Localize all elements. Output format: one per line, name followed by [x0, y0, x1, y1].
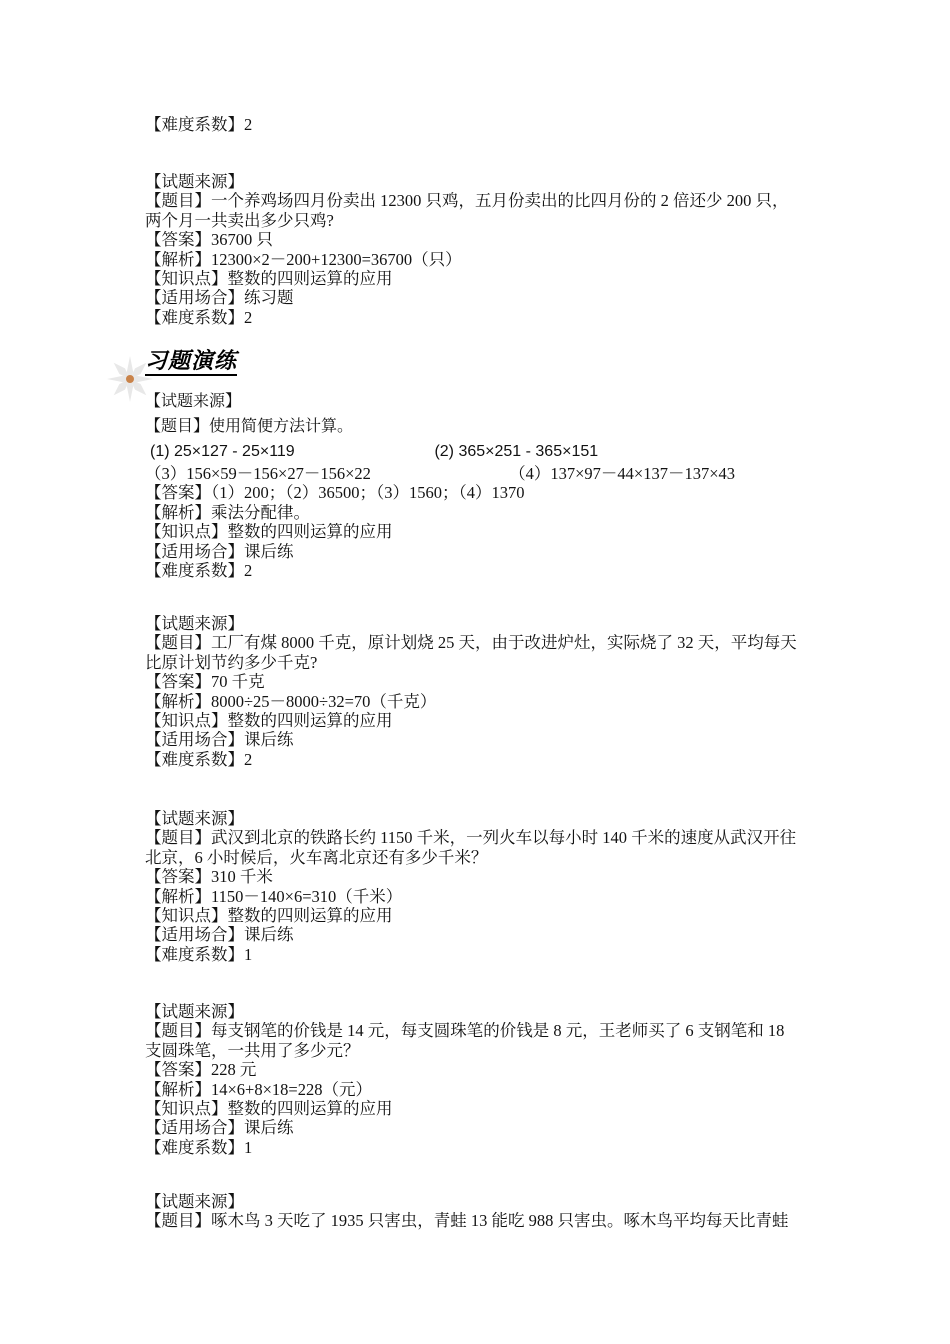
- answer-line: 【答案】（1）200；（2）36500；（3）1560；（4）1370: [145, 483, 525, 503]
- problem-1: [145, 172, 835, 327]
- analysis-line: 【解析】1150－140×6=310（千米）: [145, 886, 403, 906]
- equation-row: [145, 439, 835, 464]
- source-label-line: 【试题来源】: [145, 614, 244, 633]
- analysis-line: 【解析】8000÷25－8000÷32=70（千克）: [145, 691, 437, 711]
- intro-fragment: [145, 115, 835, 134]
- question-line: 【题目】每支钢笔的价钱是 14 元，每支圆珠笔的价钱是 8 元，王老师买了 6 支钢笔和 18: [145, 1021, 785, 1041]
- question-line: 支圆珠笔，一共用了多少元？: [145, 1040, 360, 1060]
- problem-5: [145, 1002, 835, 1157]
- question-line: 北京，6 小时候后，火车离北京还有多少千米？: [145, 847, 488, 867]
- equation-row: [145, 464, 835, 483]
- difficulty-line: 【难度系数】2: [145, 561, 253, 581]
- usage-line: 【适用场合】课后练: [145, 925, 294, 945]
- source-label-line: 【试题来源】: [145, 1192, 244, 1211]
- problem-3: [145, 614, 835, 769]
- question-line: 【题目】武汉到北京的铁路长约 1150 千米，一列火车以每小时 140 千米的速度从武汉开往: [145, 828, 797, 848]
- equation-4: （4）137×97－44×137－137×43: [509, 464, 736, 483]
- question-line: 两个月一共卖出多少只鸡?: [145, 210, 334, 230]
- answer-line: 【答案】310 千米: [145, 867, 273, 887]
- source-label-line: 【试题来源】: [145, 172, 244, 191]
- usage-line: 【适用场合】练习题: [145, 288, 294, 308]
- difficulty-line: 【难度系数】1: [145, 944, 253, 964]
- source-label-line: 【试题来源】: [145, 809, 244, 828]
- analysis-line: 【解析】12300×2－200+12300=36700（只）: [145, 249, 462, 269]
- usage-line: 【适用场合】课后练: [145, 1118, 294, 1138]
- section-heading: [145, 349, 237, 379]
- difficulty-line: 【难度系数】2: [145, 115, 253, 134]
- usage-line: 【适用场合】课后练: [145, 541, 294, 561]
- equation-2: (2) 365×251 - 365×151: [434, 443, 599, 460]
- difficulty-line: 【难度系数】2: [145, 749, 253, 769]
- question-line: 比原计划节约多少千克?: [145, 652, 318, 672]
- problem-2: [145, 389, 835, 580]
- answer-line: 【答案】228 元: [145, 1060, 257, 1080]
- answer-line: 【答案】36700 只: [145, 230, 273, 250]
- problem-4: [145, 809, 835, 964]
- analysis-line: 【解析】14×6+8×18=228（元）: [145, 1079, 372, 1099]
- knowledge-point-line: 【知识点】整数的四则运算的应用: [145, 269, 393, 289]
- answer-line: 【答案】70 千克: [145, 672, 265, 692]
- question-line: 【题目】啄木鸟 3 天吃了 1935 只害虫，青蛙 13 能吃 988 只害虫。啄木鸟平均每天比青蛙: [145, 1211, 789, 1231]
- equation-1: (1) 25×127 - 25×119: [150, 443, 295, 460]
- source-label-line: 【试题来源】: [145, 393, 242, 410]
- knowledge-point-line: 【知识点】整数的四则运算的应用: [145, 522, 393, 542]
- section-heading-title: 习题演练: [145, 349, 237, 376]
- knowledge-point-line: 【知识点】整数的四则运算的应用: [145, 906, 393, 926]
- knowledge-point-line: 【知识点】整数的四则运算的应用: [145, 711, 393, 731]
- difficulty-line: 【难度系数】2: [145, 307, 253, 327]
- question-line: 【题目】工厂有煤 8000 千克，原计划烧 25 天，由于改进炉灶，实际烧了 32 天，平均每天: [145, 633, 797, 653]
- knowledge-point-line: 【知识点】整数的四则运算的应用: [145, 1099, 393, 1119]
- source-label-line: 【试题来源】: [145, 1002, 244, 1021]
- equation-3: （3）156×59－156×27－156×22: [145, 464, 371, 483]
- analysis-line: 【解析】乘法分配律。: [145, 502, 310, 522]
- question-line: 【题目】使用简便方法计算。: [145, 418, 354, 435]
- usage-line: 【适用场合】课后练: [145, 730, 294, 750]
- question-line: 【题目】一个养鸡场四月份卖出 12300 只鸡，五月份卖出的比四月份的 2 倍还少 200 只，: [145, 191, 789, 211]
- difficulty-line: 【难度系数】1: [145, 1137, 253, 1157]
- problem-6: [145, 1192, 835, 1231]
